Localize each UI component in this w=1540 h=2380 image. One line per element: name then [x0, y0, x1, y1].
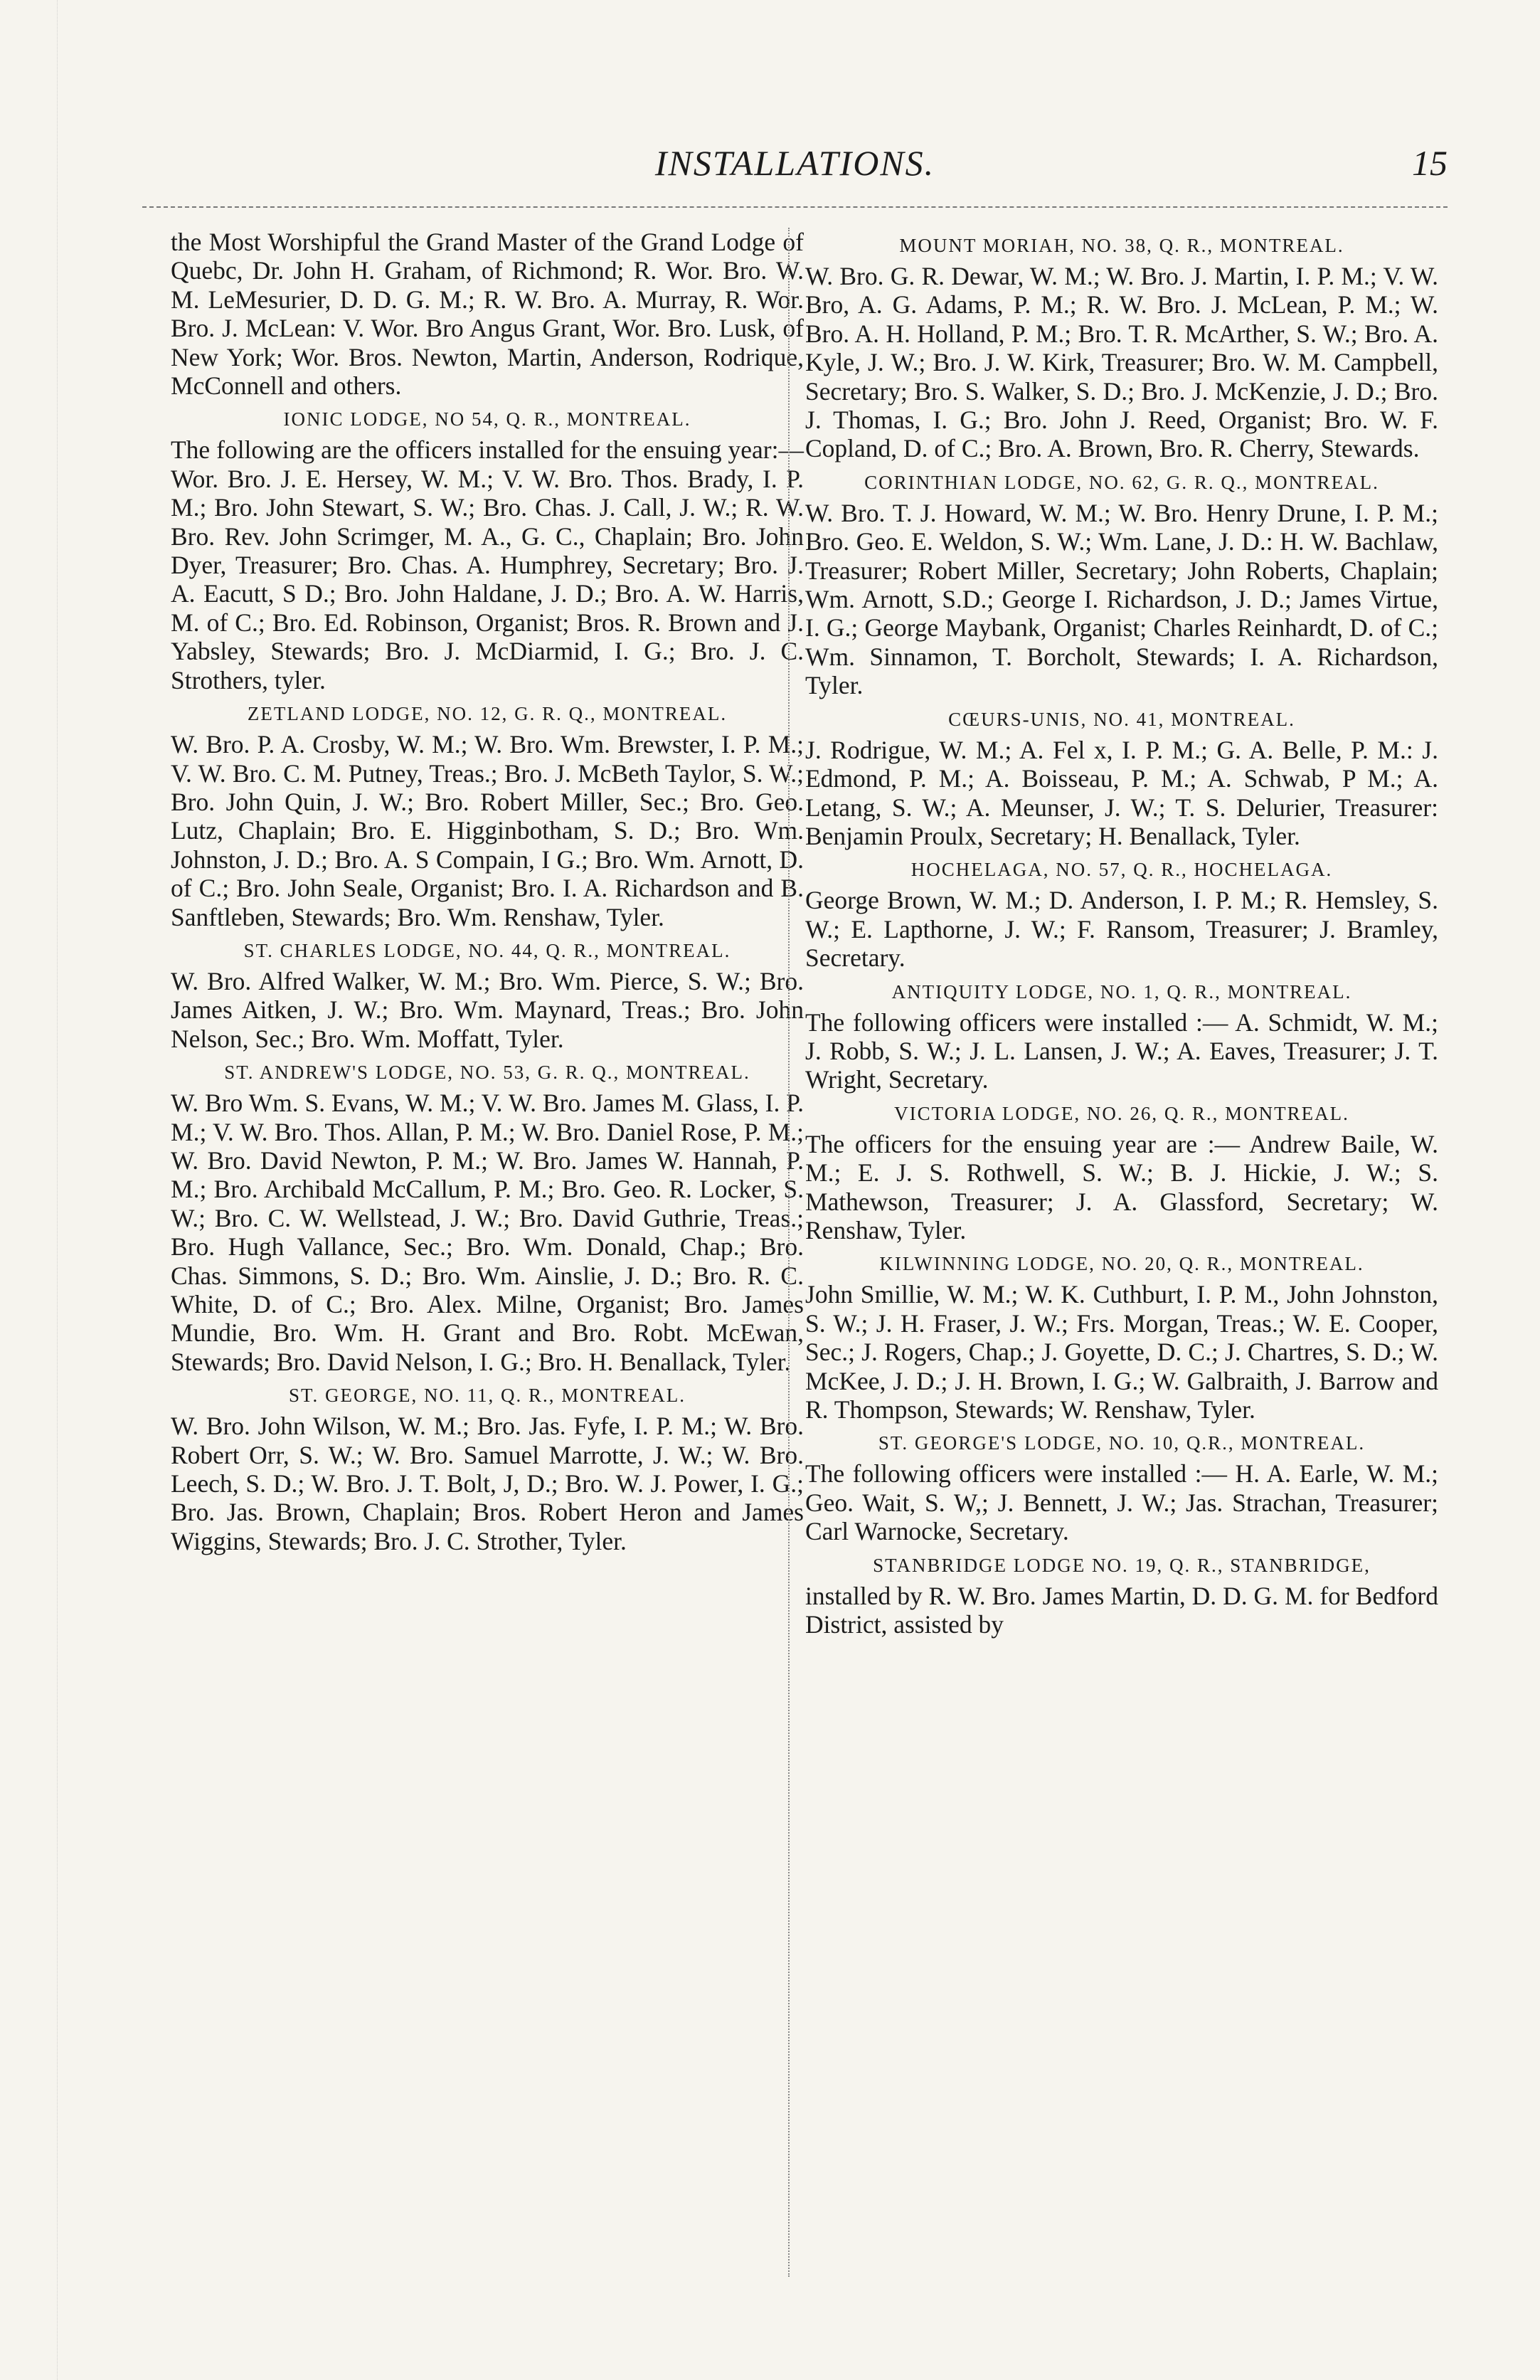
lodge-section: [805, 1252, 1438, 1424]
lodge-section: [171, 1060, 804, 1376]
lodge-heading: STANBRIDGE LODGE NO. 19, Q. R., STANBRIDGE,: [873, 1554, 1371, 1576]
lodge-section: [805, 980, 1438, 1094]
lodge-section: [171, 407, 804, 694]
lodge-heading: MOUNT MORIAH, NO. 38, Q. R., MONTREAL.: [899, 235, 1344, 256]
lodge-section: [805, 857, 1438, 972]
column-divider: [788, 228, 790, 2277]
lodge-section: [805, 707, 1438, 851]
running-head: [142, 142, 1448, 192]
lodge-officers-text: John Smillie, W. M.; W. K. Cuthburt, I. P. M., John Johnston, S. W.; J. H. Fraser, J. W.; Frs. Morgan, Treas.; W. E. Cooper, Sec.; J. Rogers, Chap.; J. Goyette, D. C.; J. Chartres, S. D.; W. McKee, J. D.; J. H. Brown, I. G.; W. Galbraith, J. Barrow and R. Thompson, Stewards; W. Renshaw, Tyler.: [805, 1280, 1438, 1424]
lodge-officers-text: The officers for the ensuing year are :— Andrew Baile, W. M.; E. J. S. Rothwell, S. W.; B. J. Hickie, J. W.; S. Mathewson, Treasurer; J. A. Glassford, Secretary; W. Renshaw, Tyler.: [805, 1129, 1438, 1244]
lodge-officers-text: J. Rodrigue, W. M.; A. Fel x, I. P. M.; G. A. Belle, P. M.: J. Edmond, P. M.; A. Boisseau, P. M.; A. Schwab, P M.; A. Letang, S. W.; A. Meunser, J. W.; T. S. Delurier, Treasurer: Benjamin Proulx, Secretary; H. Benallack, Tyler.: [805, 735, 1438, 850]
lodge-section: [171, 1383, 804, 1555]
lodge-heading: ST. CHARLES LODGE, NO. 44, Q. R., MONTREAL.: [243, 939, 731, 961]
lodge-heading: CORINTHIAN LODGE, NO. 62, G. R. Q., MONTREAL.: [864, 471, 1379, 493]
lodge-heading: ST. GEORGE, NO. 11, Q. R., MONTREAL.: [289, 1385, 686, 1407]
lodge-officers-text: W. Bro. John Wilson, W. M.; Bro. Jas. Fyfe, I. P. M.; W. Bro. Robert Orr, S. W.; W. Bro. Samuel Marrotte, J. W.; W. Bro. Leech, S. D.; W. Bro. J. T. Bolt, J, D.; Bro. W. J. Power, I. G.; Bro. Jas. Brown, Chaplain; Bros. Robert Heron and James Wiggins, Stewards; Bro. J. C. Strother, Tyler.: [171, 1412, 804, 1555]
lodge-heading: ANTIQUITY LODGE, NO. 1, Q. R., MONTREAL.: [891, 980, 1352, 1003]
lodge-section: [805, 1431, 1438, 1545]
lodge-heading: CŒURS-UNIS, NO. 41, MONTREAL.: [948, 708, 1295, 730]
lodge-heading: ST. GEORGE'S LODGE, NO. 10, Q.R., MONTREAL.: [878, 1432, 1366, 1454]
lodge-officers-text: W. Bro. T. J. Howard, W. M.; W. Bro. Henry Drune, I. P. M.; Bro. Geo. E. Weldon, S. W.; Wm. Lane, J. D.: H. W. Bachlaw, Treasurer; Robert Miller, Secretary; John Roberts, Chaplain; Wm. Arnott, S.D.; George I. Richardson, J. D.; James Virtue, I. G.; George Maybank, Organist; Charles Reinhardt, D. of C.; Wm. Sinnamon, T. Borcholt, Stewards; I. A. Richardson, Tyler.: [805, 498, 1438, 700]
lodge-section: [805, 1553, 1438, 1639]
lodge-officers-text: W. Bro Wm. S. Evans, W. M.; V. W. Bro. James M. Glass, I. P. M.; V. W. Bro. Thos. Allan, P. M.; W. Bro. Daniel Rose, P. M.; W. Bro. David Newton, P. M.; W. Bro. James W. Hannah, P. M.; Bro. Archibald McCallum, P. M.; Bro. Geo. R. Locker, S. W.; Bro. C. W. Wellstead, J. W.; Bro. David Guthrie, Treas.; Bro. Hugh Vallance, Sec.; Bro. Wm. Donald, Chap.; Bro. Chas. Simmons, S. D.; Bro. Wm. Ainslie, J. D.; Bro. R. C. White, D. of C.; Bro. Alex. Milne, Organist; Bro. James Mundie, Bro. Wm. H. Grant and Bro. Robt. McEwan, Stewards; Bro. David Nelson, I. G.; Bro. H. Benallack, Tyler.: [171, 1089, 804, 1376]
lodge-heading: KILWINNING LODGE, NO. 20, Q. R., MONTREAL.: [879, 1253, 1364, 1275]
lodge-section: [805, 470, 1438, 700]
lodge-heading: VICTORIA LODGE, NO. 26, Q. R., MONTREAL.: [894, 1102, 1349, 1124]
lodge-officers-text: installed by R. W. Bro. James Martin, D. D. G. M. for Bedford District, assisted by: [805, 1581, 1438, 1639]
page-number: 15: [1412, 143, 1448, 183]
lodge-officers-text: the Most Worshipful the Grand Master of the Grand Lodge of Quebc, Dr. John H. Graham, of Richmond; R. Wor. Bro. W. M. LeMesurier, D. D. G. M.; R. W. Bro. A. Murray, R. Wor. Bro. J. McLean: V. Wor. Bro Angus Grant, Wor. Bro. Lusk, of New York; Wor. Bros. Newton, Martin, Anderson, Rodrique, McConnell and others.: [171, 228, 804, 401]
lodge-section: [171, 938, 804, 1053]
lodge-officers-text: The following officers were installed :— H. A. Earle, W. M.; Geo. Wait, S. W,; J. Bennett, J. W.; Jas. Strachan, Treasurer; Carl Warnocke, Secretary.: [805, 1459, 1438, 1546]
lodge-section: [805, 233, 1438, 463]
running-title: INSTALLATIONS.: [654, 143, 935, 183]
lodge-heading: ST. ANDREW'S LODGE, NO. 53, G. R. Q., MONTREAL.: [224, 1062, 750, 1084]
lodge-heading: HOCHELAGA, NO. 57, Q. R., HOCHELAGA.: [910, 859, 1333, 881]
left-column: [171, 228, 804, 1562]
header-rule: [142, 206, 1448, 208]
lodge-section: [171, 702, 804, 931]
lodge-officers-text: W. Bro. G. R. Dewar, W. M.; W. Bro. J. Martin, I. P. M.; V. W. Bro, A. G. Adams, P. M.; R. W. Bro. J. McLean, P. M.; W. Bro. A. H. Holland, P. M.; Bro. T. R. McArther, S. W.; Bro. A. Kyle, J. W.; Bro. J. W. Kirk, Treasurer; Bro. W. M. Campbell, Secretary; Bro. S. Walker, S. D.; Bro. J. McKenzie, J. D.; Bro. J. Thomas, I. G.; Bro. John J. Reed, Organist; Bro. W. F. Copland, D. of C.; Bro. A. Brown, Bro. R. Cherry, Stewards.: [805, 262, 1438, 463]
lodge-officers-text: W. Bro. Alfred Walker, W. M.; Bro. Wm. Pierce, S. W.; Bro. James Aitken, J. W.; Bro. Wm. Maynard, Treas.; Bro. John Nelson, Sec.; Bro. Wm. Moffatt, Tyler.: [171, 966, 804, 1053]
lodge-officers-text: W. Bro. P. A. Crosby, W. M.; W. Bro. Wm. Brewster, I. P. M.; V. W. Bro. C. M. Putney, Treas.; Bro. J. McBeth Taylor, S. W.; Bro. John Quin, J. W.; Bro. Robert Miller, Sec.; Bro. Geo. Lutz, Chaplain; Bro. E. Higginbotham, S. D.; Bro. Wm. Johnston, J. D.; Bro. A. S Compain, I G.; Bro. Wm. Arnott, D. of C.; Bro. John Seale, Organist; Bro. I. A. Richardson and B. Sanftleben, Stewards; Bro. Wm. Renshaw, Tyler.: [171, 730, 804, 931]
lodge-section: [171, 228, 804, 400]
lodge-officers-text: George Brown, W. M.; D. Anderson, I. P. M.; R. Hemsley, S. W.; E. Lapthorne, J. W.; F. Ransom, Treasurer; J. Bramley, Secretary.: [805, 886, 1438, 973]
right-column: [805, 228, 1438, 1646]
lodge-section: [805, 1101, 1438, 1245]
binding-edge: [0, 0, 58, 2380]
lodge-officers-text: The following are the officers installed for the ensuing year:—Wor. Bro. J. E. Hersey, W. M.; V. W. Bro. Thos. Brady, I. P. M.; Bro. John Stewart, S. W.; Bro. Chas. J. Call, J. W.; R. W. Bro. Rev. John Scrimger, M. A., G. C., Chaplain; Bro. John Dyer, Treasurer; Bro. Chas. A. Humphrey, Secretary; Bro. J. A. Eacutt, S D.; Bro. John Haldane, J. D.; Bro. A. W. Harris, M. of C.; Bro. Ed. Robinson, Organist; Bros. R. Brown and J. Yabsley, Stewards; Bro. J. McDiarmid, I. G.; Bro. J. C. Strothers, tyler.: [171, 435, 804, 694]
lodge-heading: ZETLAND LODGE, NO. 12, G. R. Q., MONTREAL.: [247, 703, 728, 725]
lodge-heading: IONIC LODGE, NO 54, Q. R., MONTREAL.: [283, 408, 691, 430]
lodge-officers-text: The following officers were installed :— A. Schmidt, W. M.; J. Robb, S. W.; J. L. Lansen, J. W.; A. Eaves, Treasurer; J. T. Wright, Secretary.: [805, 1007, 1438, 1094]
